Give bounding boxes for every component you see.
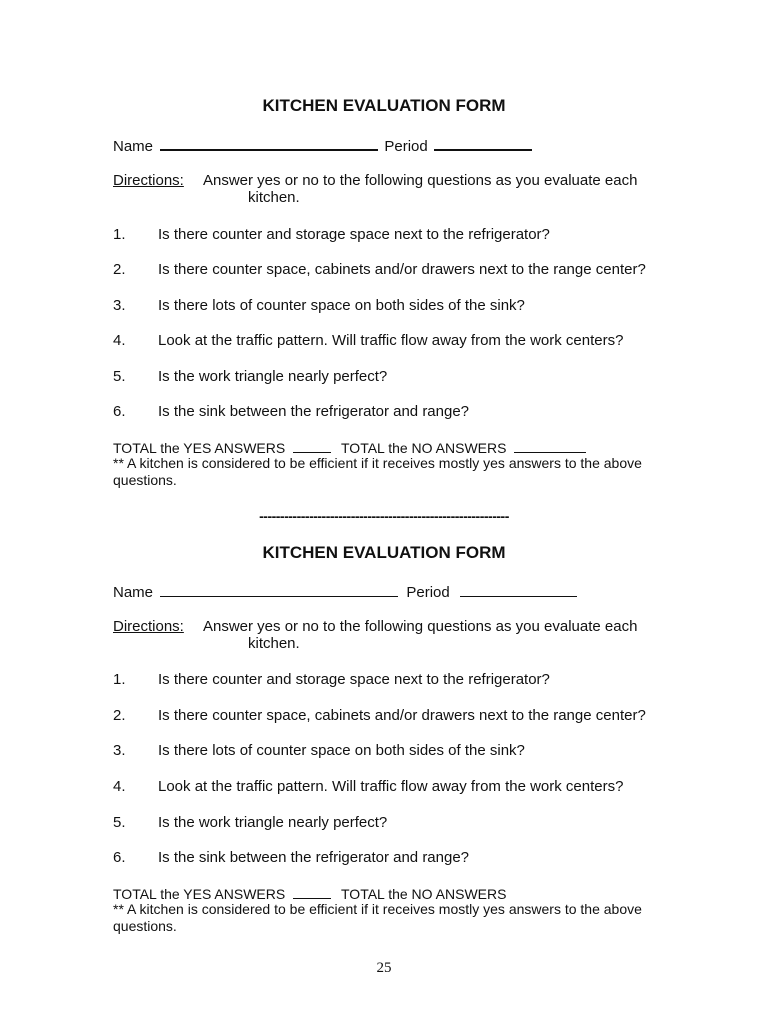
form-2-name-row — [113, 582, 577, 601]
name-field[interactable] — [160, 135, 378, 151]
name-label: Name — [113, 584, 154, 601]
period-label: Period — [406, 584, 450, 601]
form-2-title: KITCHEN EVALUATION FORM — [262, 543, 506, 562]
form-1-totals-row — [113, 438, 586, 456]
directions-text: Answer yes or no to the following questions as you evaluate each — [203, 172, 638, 189]
period-field[interactable] — [434, 135, 532, 151]
question-number: 4. — [113, 332, 126, 349]
directions-text-cont: kitchen. — [248, 635, 300, 652]
total-yes-field[interactable] — [293, 438, 331, 453]
question-text: Is there lots of counter space on both sides of the sink? — [158, 742, 525, 759]
question-number: 1. — [113, 671, 126, 688]
question-text: Is there counter space, cabinets and/or drawers next to the range center? — [158, 261, 646, 278]
question-number: 6. — [113, 849, 126, 866]
efficiency-note-cont: questions. — [113, 472, 177, 488]
question-text: Is there lots of counter space on both sides of the sink? — [158, 297, 525, 314]
question-number: 5. — [113, 368, 126, 385]
question-number: 3. — [113, 742, 126, 759]
efficiency-note: ** A kitchen is considered to be efficient if it receives mostly yes answers to the above — [113, 901, 642, 917]
efficiency-note-cont: questions. — [113, 918, 177, 934]
cut-separator: ------------------------------------------------------------ — [259, 508, 509, 524]
question-text: Look at the traffic pattern. Will traffic flow away from the work centers? — [158, 332, 624, 349]
question-text: Is there counter and storage space next to the refrigerator? — [158, 226, 550, 243]
question-text: Is the work triangle nearly perfect? — [158, 368, 388, 385]
question-text: Is there counter space, cabinets and/or drawers next to the range center? — [158, 707, 646, 724]
efficiency-note: ** A kitchen is considered to be efficient if it receives mostly yes answers to the above — [113, 455, 642, 471]
period-label: Period — [384, 138, 428, 155]
page-number: 25 — [376, 960, 392, 976]
question-number: 3. — [113, 297, 126, 314]
total-yes-label: TOTAL the YES ANSWERS — [113, 440, 286, 456]
total-no-label: TOTAL the NO ANSWERS — [341, 886, 507, 902]
directions-text-cont: kitchen. — [248, 189, 300, 206]
question-text: Is there counter and storage space next to the refrigerator? — [158, 671, 550, 688]
name-field[interactable] — [160, 582, 398, 597]
total-yes-label: TOTAL the YES ANSWERS — [113, 886, 286, 902]
question-text: Is the work triangle nearly perfect? — [158, 814, 388, 831]
question-text: Look at the traffic pattern. Will traffic flow away from the work centers? — [158, 778, 624, 795]
question-number: 2. — [113, 707, 126, 724]
question-number: 5. — [113, 814, 126, 831]
question-number: 6. — [113, 403, 126, 420]
form-2-totals-row — [113, 884, 506, 902]
directions-text: Answer yes or no to the following questions as you evaluate each — [203, 618, 638, 635]
total-yes-field[interactable] — [293, 884, 331, 899]
question-number: 2. — [113, 261, 126, 278]
name-label: Name — [113, 138, 154, 155]
question-text: Is the sink between the refrigerator and range? — [158, 403, 470, 420]
period-field[interactable] — [460, 582, 577, 597]
directions-label: Directions: — [113, 172, 184, 189]
question-text: Is the sink between the refrigerator and range? — [158, 849, 470, 866]
question-number: 1. — [113, 226, 126, 243]
directions-label: Directions: — [113, 618, 184, 635]
form-1-title: KITCHEN EVALUATION FORM — [262, 96, 506, 115]
total-no-field[interactable] — [514, 438, 586, 453]
total-no-label: TOTAL the NO ANSWERS — [341, 440, 507, 456]
form-1-name-row — [113, 135, 532, 155]
question-number: 4. — [113, 778, 126, 795]
